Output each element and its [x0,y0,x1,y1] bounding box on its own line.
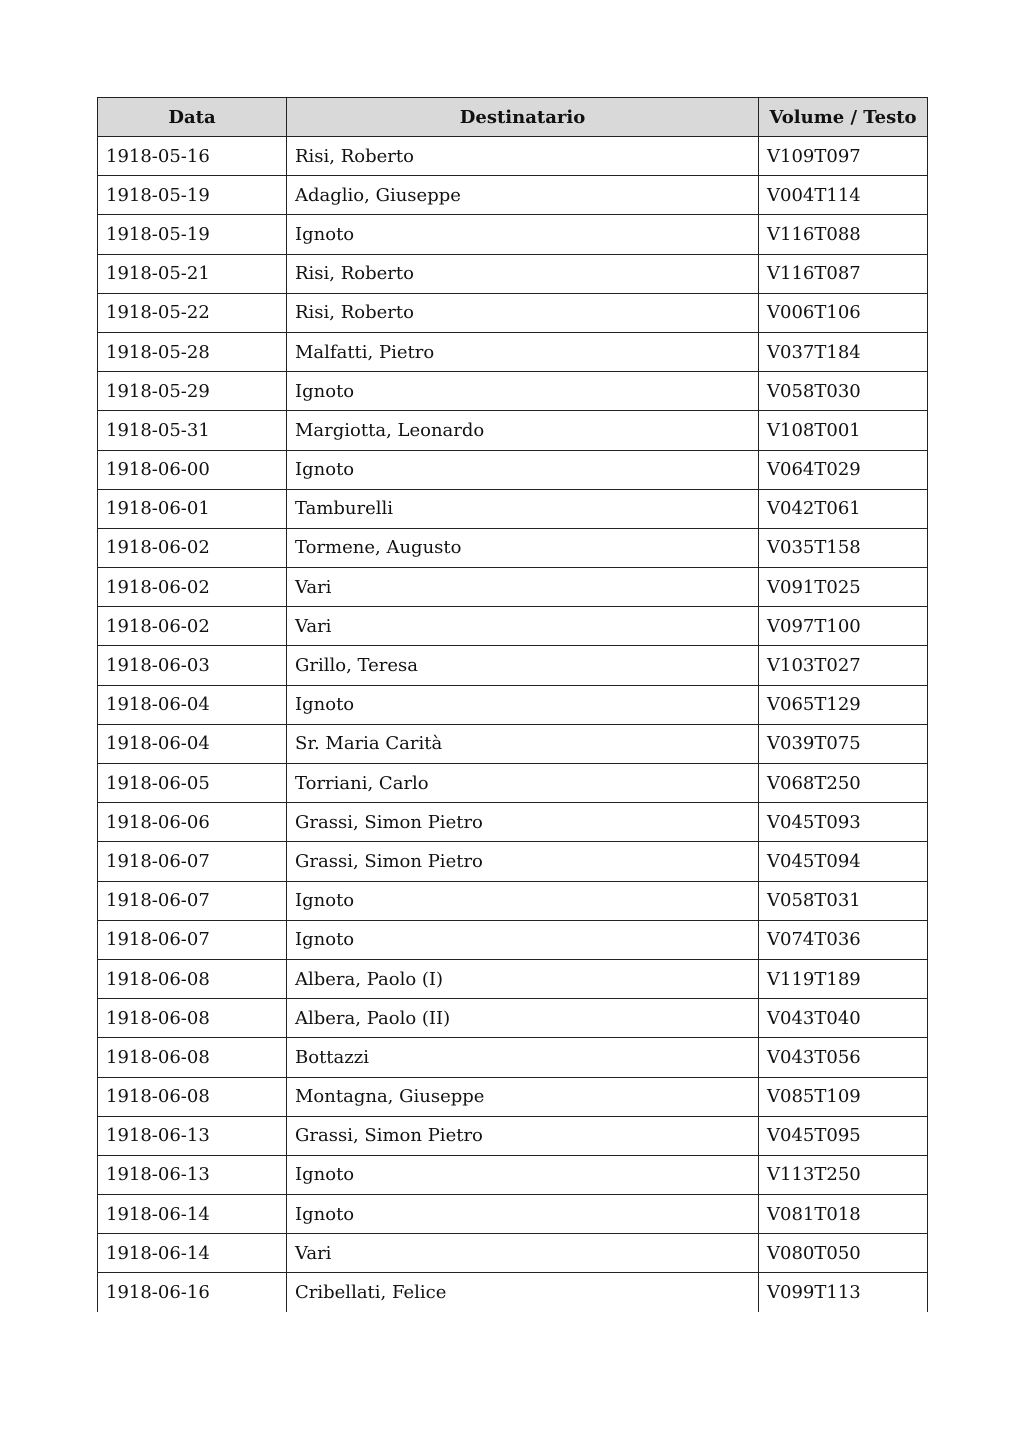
cell-recipient: Ignoto [287,215,759,254]
cell-volume-text: V045T095 [759,1116,928,1155]
cell-recipient: Malfatti, Pietro [287,332,759,371]
table-row [98,607,928,646]
cell-recipient: Grassi, Simon Pietro [287,1116,759,1155]
cell-volume-text: V116T088 [759,215,928,254]
cell-volume-text: V080T050 [759,1234,928,1273]
table-body [98,137,928,1313]
cell-volume-text: V045T094 [759,842,928,881]
cell-volume-text: V097T100 [759,607,928,646]
cell-date: 1918-06-01 [98,489,287,528]
table-row [98,1077,928,1116]
table-row [98,137,928,176]
cell-date: 1918-06-02 [98,568,287,607]
cell-recipient: Vari [287,607,759,646]
cell-date: 1918-06-13 [98,1116,287,1155]
cell-date: 1918-06-07 [98,920,287,959]
cell-date: 1918-06-00 [98,450,287,489]
cell-date: 1918-06-14 [98,1195,287,1234]
cell-date: 1918-05-21 [98,254,287,293]
table-row [98,881,928,920]
table-row [98,528,928,567]
cell-date: 1918-05-28 [98,332,287,371]
table-row [98,685,928,724]
table-row [98,372,928,411]
cell-volume-text: V109T097 [759,137,928,176]
cell-recipient: Grassi, Simon Pietro [287,842,759,881]
cell-date: 1918-06-08 [98,959,287,998]
cell-recipient: Ignoto [287,450,759,489]
cell-date: 1918-06-02 [98,528,287,567]
cell-date: 1918-06-07 [98,842,287,881]
table-row [98,920,928,959]
table-row [98,332,928,371]
cell-recipient: Grillo, Teresa [287,646,759,685]
cell-volume-text: V074T036 [759,920,928,959]
column-header-volume-text: Volume / Testo [759,98,928,137]
cell-recipient: Tormene, Augusto [287,528,759,567]
table-row [98,450,928,489]
cell-recipient: Albera, Paolo (II) [287,999,759,1038]
cell-volume-text: V099T113 [759,1273,928,1312]
cell-date: 1918-05-29 [98,372,287,411]
cell-recipient: Ignoto [287,920,759,959]
cell-date: 1918-06-05 [98,764,287,803]
cell-recipient: Vari [287,568,759,607]
table-row [98,411,928,450]
table-row [98,215,928,254]
cell-date: 1918-06-08 [98,1077,287,1116]
cell-recipient: Ignoto [287,372,759,411]
cell-volume-text: V043T056 [759,1038,928,1077]
letters-table [97,97,928,1312]
table-row [98,1234,928,1273]
cell-volume-text: V039T075 [759,724,928,763]
cell-recipient: Ignoto [287,1195,759,1234]
cell-volume-text: V037T184 [759,332,928,371]
table-row [98,764,928,803]
cell-date: 1918-05-22 [98,293,287,332]
cell-volume-text: V116T087 [759,254,928,293]
cell-volume-text: V043T040 [759,999,928,1038]
cell-recipient: Adaglio, Giuseppe [287,176,759,215]
cell-volume-text: V113T250 [759,1155,928,1194]
cell-date: 1918-05-16 [98,137,287,176]
cell-volume-text: V004T114 [759,176,928,215]
cell-volume-text: V064T029 [759,450,928,489]
table-row [98,1195,928,1234]
table-row [98,254,928,293]
cell-volume-text: V065T129 [759,685,928,724]
cell-recipient: Risi, Roberto [287,254,759,293]
cell-date: 1918-06-16 [98,1273,287,1312]
table-row [98,646,928,685]
cell-date: 1918-06-13 [98,1155,287,1194]
table-row [98,999,928,1038]
table-header-row [98,98,928,137]
cell-date: 1918-06-04 [98,724,287,763]
cell-recipient: Vari [287,1234,759,1273]
cell-date: 1918-06-14 [98,1234,287,1273]
table-row [98,1155,928,1194]
cell-volume-text: V042T061 [759,489,928,528]
table-row [98,1273,928,1312]
cell-recipient: Risi, Roberto [287,293,759,332]
cell-volume-text: V091T025 [759,568,928,607]
cell-recipient: Bottazzi [287,1038,759,1077]
cell-volume-text: V085T109 [759,1077,928,1116]
cell-date: 1918-05-19 [98,215,287,254]
table-row [98,489,928,528]
cell-recipient: Risi, Roberto [287,137,759,176]
cell-recipient: Cribellati, Felice [287,1273,759,1312]
column-header-date: Data [98,98,287,137]
cell-recipient: Grassi, Simon Pietro [287,803,759,842]
table-row [98,293,928,332]
cell-date: 1918-06-08 [98,1038,287,1077]
cell-volume-text: V035T158 [759,528,928,567]
cell-date: 1918-06-04 [98,685,287,724]
cell-recipient: Torriani, Carlo [287,764,759,803]
cell-date: 1918-06-06 [98,803,287,842]
cell-volume-text: V006T106 [759,293,928,332]
table-row [98,959,928,998]
table-row [98,724,928,763]
table-row [98,568,928,607]
cell-volume-text: V058T031 [759,881,928,920]
cell-date: 1918-06-02 [98,607,287,646]
cell-recipient: Ignoto [287,881,759,920]
column-header-recipient: Destinatario [287,98,759,137]
cell-recipient: Margiotta, Leonardo [287,411,759,450]
cell-volume-text: V119T189 [759,959,928,998]
cell-recipient: Ignoto [287,1155,759,1194]
cell-recipient: Montagna, Giuseppe [287,1077,759,1116]
table-row [98,803,928,842]
cell-volume-text: V068T250 [759,764,928,803]
cell-volume-text: V058T030 [759,372,928,411]
cell-volume-text: V045T093 [759,803,928,842]
cell-date: 1918-05-31 [98,411,287,450]
cell-date: 1918-06-07 [98,881,287,920]
table-row [98,176,928,215]
cell-date: 1918-06-03 [98,646,287,685]
cell-date: 1918-05-19 [98,176,287,215]
cell-recipient: Albera, Paolo (I) [287,959,759,998]
cell-recipient: Ignoto [287,685,759,724]
table-row [98,842,928,881]
cell-recipient: Tamburelli [287,489,759,528]
cell-volume-text: V108T001 [759,411,928,450]
cell-volume-text: V103T027 [759,646,928,685]
cell-volume-text: V081T018 [759,1195,928,1234]
table-row [98,1038,928,1077]
table-row [98,1116,928,1155]
cell-date: 1918-06-08 [98,999,287,1038]
cell-recipient: Sr. Maria Carità [287,724,759,763]
